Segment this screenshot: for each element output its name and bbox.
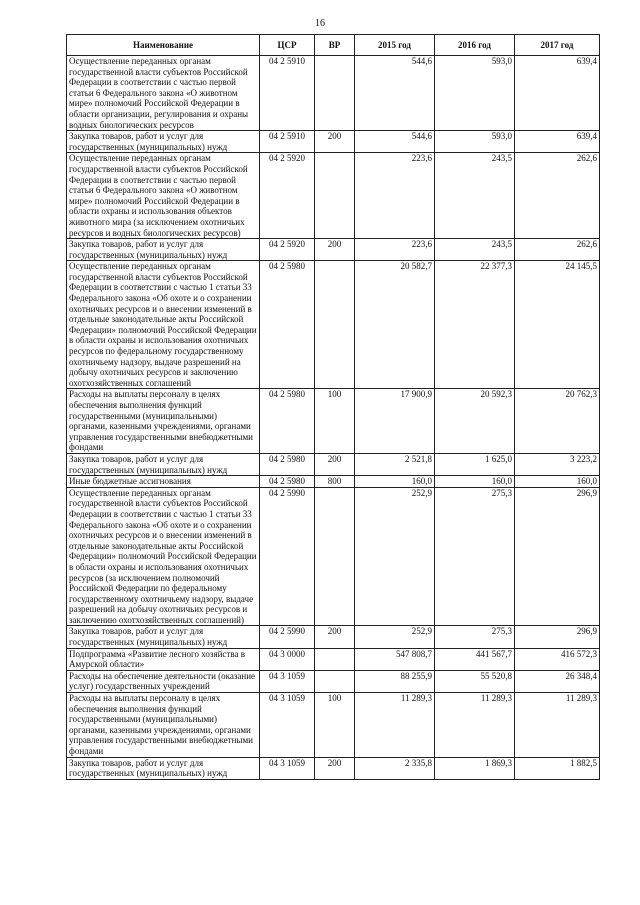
row-2015: 2 335,8 xyxy=(355,757,435,779)
header-2017: 2017 год xyxy=(515,35,600,56)
row-csr: 04 2 5980 xyxy=(260,453,315,475)
row-2017: 20 762,3 xyxy=(515,389,600,454)
row-name: Иные бюджетные ассигнования xyxy=(67,476,260,488)
row-vr xyxy=(315,670,355,692)
row-2016: 160,0 xyxy=(435,476,515,488)
row-vr: 800 xyxy=(315,476,355,488)
row-2015: 88 255,9 xyxy=(355,670,435,692)
row-2017: 160,0 xyxy=(515,476,600,488)
row-csr: 04 3 0000 xyxy=(260,648,315,670)
row-2017: 1 882,5 xyxy=(515,757,600,779)
row-2017: 24 145,5 xyxy=(515,261,600,389)
row-2017: 26 348,4 xyxy=(515,670,600,692)
row-2015: 544,6 xyxy=(355,56,435,131)
row-2016: 593,0 xyxy=(435,131,515,153)
table-row xyxy=(67,56,600,131)
row-csr: 04 2 5990 xyxy=(260,487,315,626)
row-name: Осуществление переданных органам государственной власти субъектов Российской Федерации в соответствии с частью первой статьи 6 Федерального закона «О животном мире» полномочий Российской Федерации в области организации, регулирования и охраны водных биологических ресурсов xyxy=(67,56,260,131)
row-2017: 416 572,3 xyxy=(515,648,600,670)
row-2015: 223,6 xyxy=(355,239,435,261)
row-name: Расходы на выплаты персоналу в целях обеспечения выполнения функций государственными (муниципальными) органами, казенными учреждениями, органами управления государственными внебюджетными фондами xyxy=(67,693,260,758)
table-row xyxy=(67,153,600,239)
row-2016: 243,5 xyxy=(435,153,515,239)
table-row xyxy=(67,453,600,475)
table-row xyxy=(67,648,600,670)
row-2016: 275,3 xyxy=(435,626,515,648)
row-2017: 639,4 xyxy=(515,56,600,131)
row-name: Закупка товаров, работ и услуг для государственных (муниципальных) нужд xyxy=(67,757,260,779)
header-2015: 2015 год xyxy=(355,35,435,56)
row-vr: 200 xyxy=(315,239,355,261)
row-vr: 100 xyxy=(315,693,355,758)
row-2016: 593,0 xyxy=(435,56,515,131)
table-row xyxy=(67,261,600,389)
row-csr: 04 2 5980 xyxy=(260,261,315,389)
row-name: Расходы на обеспечение деятельности (оказание услуг) государственных учреждений xyxy=(67,670,260,692)
table-row xyxy=(67,626,600,648)
row-csr: 04 2 5910 xyxy=(260,56,315,131)
row-vr: 200 xyxy=(315,131,355,153)
row-vr xyxy=(315,261,355,389)
row-2015: 544,6 xyxy=(355,131,435,153)
row-2015: 2 521,8 xyxy=(355,453,435,475)
row-2015: 11 289,3 xyxy=(355,693,435,758)
table-row xyxy=(67,670,600,692)
table-row xyxy=(67,131,600,153)
row-csr: 04 2 5920 xyxy=(260,153,315,239)
table-row xyxy=(67,757,600,779)
table-row xyxy=(67,389,600,454)
row-csr: 04 3 1059 xyxy=(260,757,315,779)
row-name: Осуществление переданных органам государственной власти субъектов Российской Федерации в соответствии с частью 1 статьи 33 Федерального закона «Об охоте и о сохранении охотничьих ресурсов и о внесении изменений в отдельные законодательные акты Российской Федерации» полномочий Российской Федерации в области охраны и использования охотничьих ресурсов по федеральному государственному охотничьему надзору, выдаче разрешений на добычу охотничьих ресурсов и заключению охотхозяйственных соглашений xyxy=(67,261,260,389)
row-2017: 296,9 xyxy=(515,487,600,626)
row-name: Осуществление переданных органам государственной власти субъектов Российской Федерации в соответствии с частью первой статьи 6 Федерального закона «О животном мире» полномочий Российской Федерации в области охраны и использования объектов животного мира (за исключением охотничьих ресурсов и водных биологических ресурсов) xyxy=(67,153,260,239)
row-csr: 04 2 5980 xyxy=(260,476,315,488)
row-name: Закупка товаров, работ и услуг для государственных (муниципальных) нужд xyxy=(67,131,260,153)
row-vr: 200 xyxy=(315,757,355,779)
row-name: Закупка товаров, работ и услуг для государственных (муниципальных) нужд xyxy=(67,626,260,648)
table-body xyxy=(67,56,600,780)
row-vr: 200 xyxy=(315,626,355,648)
row-2017: 11 289,3 xyxy=(515,693,600,758)
table-header xyxy=(67,35,600,56)
row-2015: 252,9 xyxy=(355,487,435,626)
row-csr: 04 3 1059 xyxy=(260,670,315,692)
row-2015: 252,9 xyxy=(355,626,435,648)
row-csr: 04 2 5990 xyxy=(260,626,315,648)
budget-table xyxy=(66,34,600,780)
row-vr xyxy=(315,56,355,131)
row-vr: 200 xyxy=(315,453,355,475)
row-2017: 262,6 xyxy=(515,153,600,239)
header-csr: ЦСР xyxy=(260,35,315,56)
header-vr: ВР xyxy=(315,35,355,56)
row-2017: 639,4 xyxy=(515,131,600,153)
row-name: Закупка товаров, работ и услуг для государственных (муниципальных) нужд xyxy=(67,453,260,475)
row-csr: 04 3 1059 xyxy=(260,693,315,758)
row-vr: 100 xyxy=(315,389,355,454)
row-2015: 547 808,7 xyxy=(355,648,435,670)
row-2016: 441 567,7 xyxy=(435,648,515,670)
row-name: Закупка товаров, работ и услуг для государственных (муниципальных) нужд xyxy=(67,239,260,261)
row-name: Осуществление переданных органам государственной власти субъектов Российской Федерации в соответствии с частью 1 статьи 33 Федерального закона «Об охоте и о сохранении охотничьих ресурсов и о внесении изменений в отдельные законодательные акты Российской Федерации» полномочий Российской Федерации в области охраны и использования охотничьих ресурсов (за исключением полномочий Российской Федерации по федеральному государственному охотничьему надзору, выдаче разрешений на добычу охотничьих ресурсов и заключению охотхозяйственных соглашений) xyxy=(67,487,260,626)
row-name: Расходы на выплаты персоналу в целях обеспечения выполнения функций государственными (муниципальными) органами, казенными учреждениями, органами управления государственными внебюджетными фондами xyxy=(67,389,260,454)
row-name: Подпрограмма «Развитие лесного хозяйства в Амурской области» xyxy=(67,648,260,670)
row-2015: 160,0 xyxy=(355,476,435,488)
row-2017: 3 223,2 xyxy=(515,453,600,475)
row-2017: 296,9 xyxy=(515,626,600,648)
header-2016: 2016 год xyxy=(435,35,515,56)
header-row xyxy=(67,35,600,56)
table-row xyxy=(67,239,600,261)
row-2016: 1 869,3 xyxy=(435,757,515,779)
page-number: 16 xyxy=(315,18,325,29)
row-vr xyxy=(315,153,355,239)
row-csr: 04 2 5910 xyxy=(260,131,315,153)
row-2016: 22 377,3 xyxy=(435,261,515,389)
row-csr: 04 2 5920 xyxy=(260,239,315,261)
row-csr: 04 2 5980 xyxy=(260,389,315,454)
row-2015: 20 582,7 xyxy=(355,261,435,389)
row-2016: 243,5 xyxy=(435,239,515,261)
row-2016: 275,3 xyxy=(435,487,515,626)
row-2015: 223,6 xyxy=(355,153,435,239)
row-2016: 11 289,3 xyxy=(435,693,515,758)
header-name: Наименование xyxy=(67,35,260,56)
row-2015: 17 900,9 xyxy=(355,389,435,454)
table-row xyxy=(67,693,600,758)
table-row xyxy=(67,487,600,626)
row-2016: 55 520,8 xyxy=(435,670,515,692)
row-vr xyxy=(315,487,355,626)
row-2017: 262,6 xyxy=(515,239,600,261)
row-2016: 1 625,0 xyxy=(435,453,515,475)
row-2016: 20 592,3 xyxy=(435,389,515,454)
row-vr xyxy=(315,648,355,670)
table-row xyxy=(67,476,600,488)
